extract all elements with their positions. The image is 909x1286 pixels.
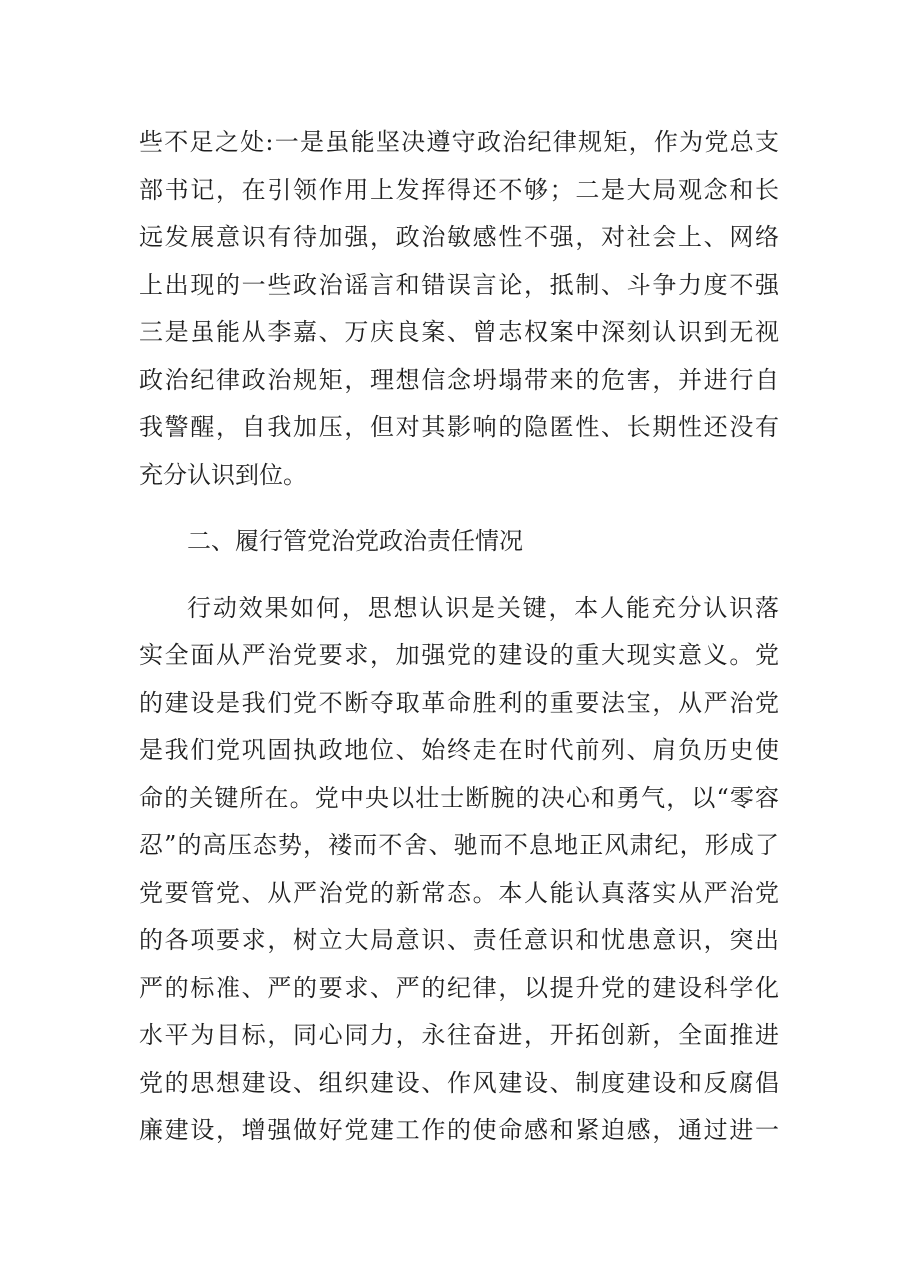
text-line: 部书记，在引领作用上发挥得还不够；二是大局观念和长 — [139, 175, 779, 204]
section-heading — [139, 518, 779, 566]
text-line: 政治纪律政治规矩，理想信念坍塌带来的危害，并进行自 — [139, 365, 779, 394]
text-line: 忍”的高压态势，褛而不舍、驰而不息地正风肃纪，形成了 — [139, 831, 779, 859]
document-body — [139, 119, 779, 1155]
text-line: 实全面从严治党要求，加强党的建设的重大现实意义。党 — [139, 641, 779, 669]
text-line: 些不足之处:一是虽能坚决遵守政治纪律规矩，作为党总支 — [139, 128, 779, 156]
text-line: 充分认识到位。 — [139, 460, 307, 489]
text-line: 是我们党巩固执政地位、始终走在时代前列、肩负历史使 — [139, 736, 779, 764]
paragraph-responsibility — [139, 585, 779, 1155]
text-line: 上出现的一些政治谣言和错误言论，抵制、斗争力度不强 — [139, 270, 779, 299]
text-line: 水平为目标，同心同力，永往奋进，开拓创新，全面推进 — [139, 1021, 779, 1049]
text-line: 党的思想建设、组织建设、作风建设、制度建设和反腐倡 — [139, 1068, 779, 1097]
paragraph-shortcomings — [139, 119, 779, 499]
text-line: 三是虽能从李嘉、万庆良案、曾志权案中深刻认识到无视 — [139, 318, 779, 346]
text-line: 我警醒，自我加压，但对其影响的隐匿性、长期性还没有 — [139, 413, 779, 441]
text-line: 廉建设，增强做好党建工作的使命感和紧迫感，通过进一 — [139, 1116, 779, 1144]
text-line: 命的关键所在。党中央以壮士断腕的决心和勇气，以“零容 — [139, 783, 779, 812]
text-line: 严的标准、严的要求、严的纪律，以提升党的建设科学化 — [139, 973, 779, 1002]
text-line: 行动效果如何，思想认识是关键，本人能充分认识落 — [187, 593, 779, 622]
text-line: 的各项要求，树立大局意识、责任意识和忧患意识，突出 — [139, 926, 779, 954]
text-line: 的建设是我们党不断夺取革命胜利的重要法宝，从严治党 — [139, 688, 779, 717]
section-heading-text: 二、履行管党治党政治责任情况 — [187, 527, 523, 555]
text-line: 党要管党、从严治党的新常态。本人能认真落实从严治党 — [139, 878, 779, 907]
text-line: 远发展意识有待加强，政治敏感性不强，对社会上、网络 — [139, 223, 779, 251]
